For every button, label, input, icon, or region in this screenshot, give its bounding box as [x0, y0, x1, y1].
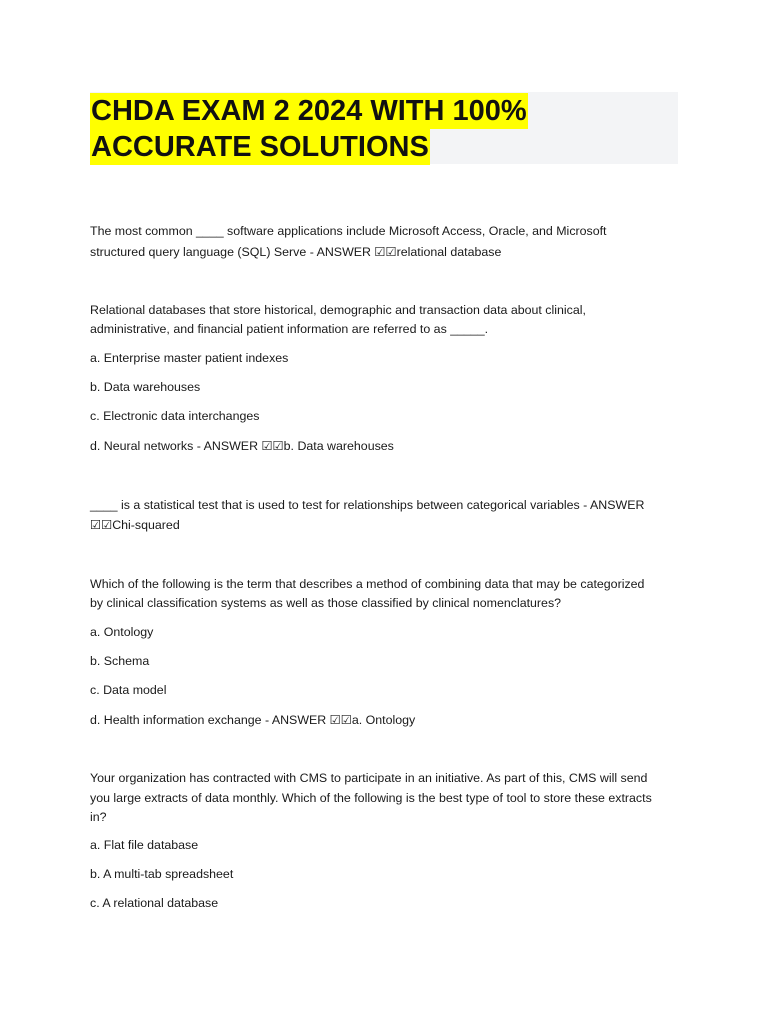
- q3-line-1: ____ is a statistical test that is used to test for relationships between categorical variables - ANSWER: [90, 498, 645, 512]
- q4-option-b: b. Schema: [90, 654, 150, 668]
- document-title-line-2: ACCURATE SOLUTIONS: [91, 131, 429, 163]
- q2-line-1: Relational databases that store historical, demographic and transaction data about clinical,: [90, 303, 586, 317]
- q1-line-1: The most common ____ software applications include Microsoft Access, Oracle, and Microsoft: [90, 224, 607, 238]
- q2-line-2: administrative, and financial patient information are referred to as _____.: [90, 322, 489, 336]
- q2-option-a: a. Enterprise master patient indexes: [90, 351, 289, 365]
- document-title-line-1: CHDA EXAM 2 2024 WITH 100%: [91, 95, 527, 127]
- q5-line-2: you large extracts of data monthly. Which of the following is the best type of tool to store these extracts: [90, 791, 652, 805]
- q5-line-1: Your organization has contracted with CMS to participate in an initiative. As part of this, CMS will send: [90, 771, 648, 785]
- q5-option-b: b. A multi-tab spreadsheet: [90, 867, 234, 881]
- q2-option-d: d. Neural networks - ANSWER ☑☑b. Data warehouses: [90, 439, 394, 453]
- q5-line-3: in?: [90, 810, 107, 824]
- q5-option-a: a. Flat file database: [90, 838, 199, 852]
- q2-option-b: b. Data warehouses: [90, 380, 201, 394]
- q4-option-d: d. Health information exchange - ANSWER ☑☑a. Ontology: [90, 713, 416, 727]
- q2-option-c: c. Electronic data interchanges: [90, 409, 260, 423]
- q4-option-c: c. Data model: [90, 683, 167, 697]
- q3-line-2: ☑☑Chi-squared: [90, 518, 180, 532]
- q1-line-2: structured query language (SQL) Serve - ANSWER ☑☑relational database: [90, 245, 502, 259]
- q5-option-c: c. A relational database: [90, 896, 219, 910]
- q4-line-2: by clinical classification systems as well as those classified by clinical nomenclatures?: [90, 596, 562, 610]
- q4-option-a: a. Ontology: [90, 625, 154, 639]
- q4-line-1: Which of the following is the term that describes a method of combining data that may be categorized: [90, 577, 645, 591]
